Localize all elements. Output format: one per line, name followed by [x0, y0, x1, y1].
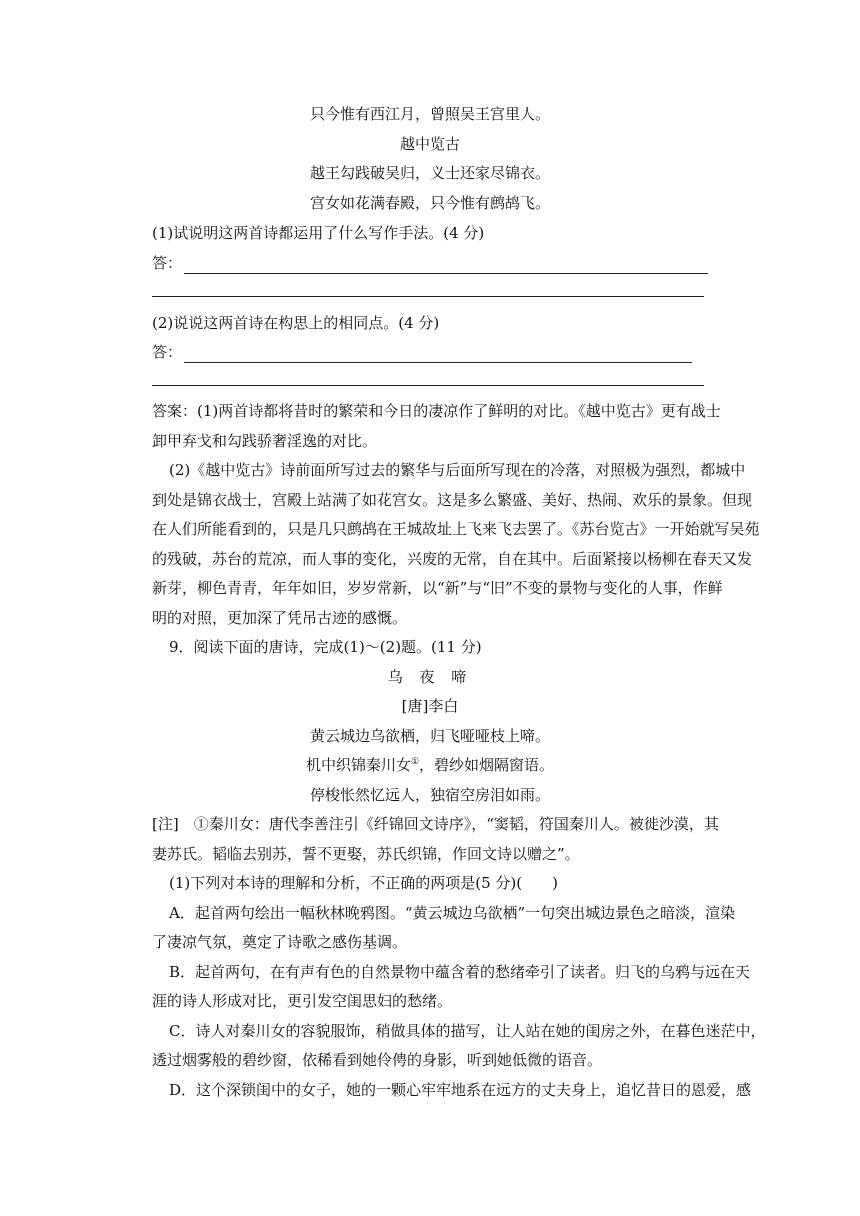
poem-line-part: ，碧纱如烟隔窗语。 [419, 756, 555, 774]
option-c-line: C．诗人对秦川女的容貌服饰，稍做具体的描写，让人站在她的闺房之外，在暮色迷茫中， [169, 1022, 766, 1040]
answer-blank[interactable] [184, 257, 708, 274]
answer-paragraph-line: 明的对照，更加深了凭吊古迹的感慨。 [152, 609, 408, 627]
answer-blank[interactable] [184, 346, 692, 363]
answer-label: 答： [152, 343, 183, 361]
poem-line: 黄云城边乌欲栖，归飞哑哑枝上啼。 [309, 727, 550, 745]
poem-line-part: 机中织锦秦川女 [305, 756, 411, 774]
answer-label: 答： [152, 254, 183, 272]
option-a-line: 了凄凉气氛，奠定了诗歌之感伤基调。 [152, 933, 408, 951]
question-text: (1)试说明这两首诗都运用了什么写作手法。(4 分) [152, 224, 485, 242]
question-text: (1)下列对本诗的理解和分析，不正确的两项是(5 分)( ) [169, 874, 558, 892]
footnote-marker: ① [410, 757, 420, 767]
answer-row [152, 341, 692, 363]
footnote-line: [注] ①秦川女：唐代李善注引《纤锦回文诗序》，“窦韬，符国秦川人。被徙沙漠，其 [152, 815, 719, 833]
question-prompt: 9．阅读下面的唐诗，完成(1)～(2)题。(11 分) [169, 638, 482, 656]
answer-paragraph-line: (2)《越中览古》诗前面所写过去的繁华与后面所写现在的冷落，对照极为强烈，都城中 [169, 461, 746, 479]
footnote-line: 妻苏氏。韬临去别苏，誓不更娶，苏氏织锦，作回文诗以赠之”。 [152, 845, 580, 863]
answer-blank[interactable] [152, 295, 704, 297]
answer-paragraph-line: 新芽，柳色青青，年年如旧，岁岁常新，以“新”与“旧”不变的景物与变化的人事，作鲜 [152, 579, 723, 597]
poem-line [0, 754, 860, 776]
option-c-line: 透过烟雾般的碧纱窗，依稀看到她伶俜的身影，听到她低微的语音。 [152, 1051, 603, 1069]
option-b-line: 涯的诗人形成对比，更引发空闺思妇的愁绪。 [152, 992, 453, 1010]
option-d-line: D．这个深锁闺中的女子，她的一颗心牢牢地系在远方的丈夫身上，追忆昔日的恩爱，感 [169, 1081, 752, 1099]
answer-blank[interactable] [152, 384, 704, 386]
answer-paragraph-line: 在人们所能看到的，只是几只鹧鸪在王城故址上飞来飞去罢了。《苏台览古》一开始就写吴苑 [152, 520, 760, 538]
option-a-line: A．起首两句绘出一幅秋林晚鸦图。“黄云城边乌欲栖”一句突出城边景色之暗淡，渲染 [169, 904, 736, 922]
poem-line: 只今惟有西江月，曾照吴王宫里人。 [309, 105, 550, 123]
poem-author: [唐]李白 [401, 697, 459, 715]
poem-title: 乌 夜 啼 [387, 668, 473, 686]
poem-title: 越中览古 [399, 135, 460, 153]
question-text: (2)说说这两首诗在构思上的相同点。(4 分) [152, 314, 440, 332]
option-b-line: B．起首两句，在有声有色的自然景物中蕴含着的愁绪牵引了读者。归飞的乌鸦与远在天 [169, 963, 751, 981]
answer-row [152, 252, 708, 274]
answer-paragraph-line: 答案：(1)两首诗都将昔时的繁荣和今日的凄凉作了鲜明的对比。《越中览古》更有战士 [152, 402, 721, 420]
answer-paragraph-line: 的残破，苏台的荒凉，而人事的变化，兴废的无常，自在其中。后面紧接以杨柳在春天又发 [152, 550, 753, 568]
answer-paragraph-line: 到处是锦衣战士，宫殿上站满了如花宫女。这是多么繁盛、美好、热闹、欢乐的景象。但现 [152, 491, 753, 509]
answer-paragraph-line: 卸甲弃戈和勾践骄奢淫逸的对比。 [152, 432, 378, 450]
poem-line: 宫女如花满春殿，只今惟有鹧鸪飞。 [309, 194, 550, 212]
poem-line: 停梭怅然忆远人，独宿空房泪如雨。 [309, 786, 550, 804]
poem-line: 越王勾践破吴归，义士还家尽锦衣。 [309, 164, 550, 182]
